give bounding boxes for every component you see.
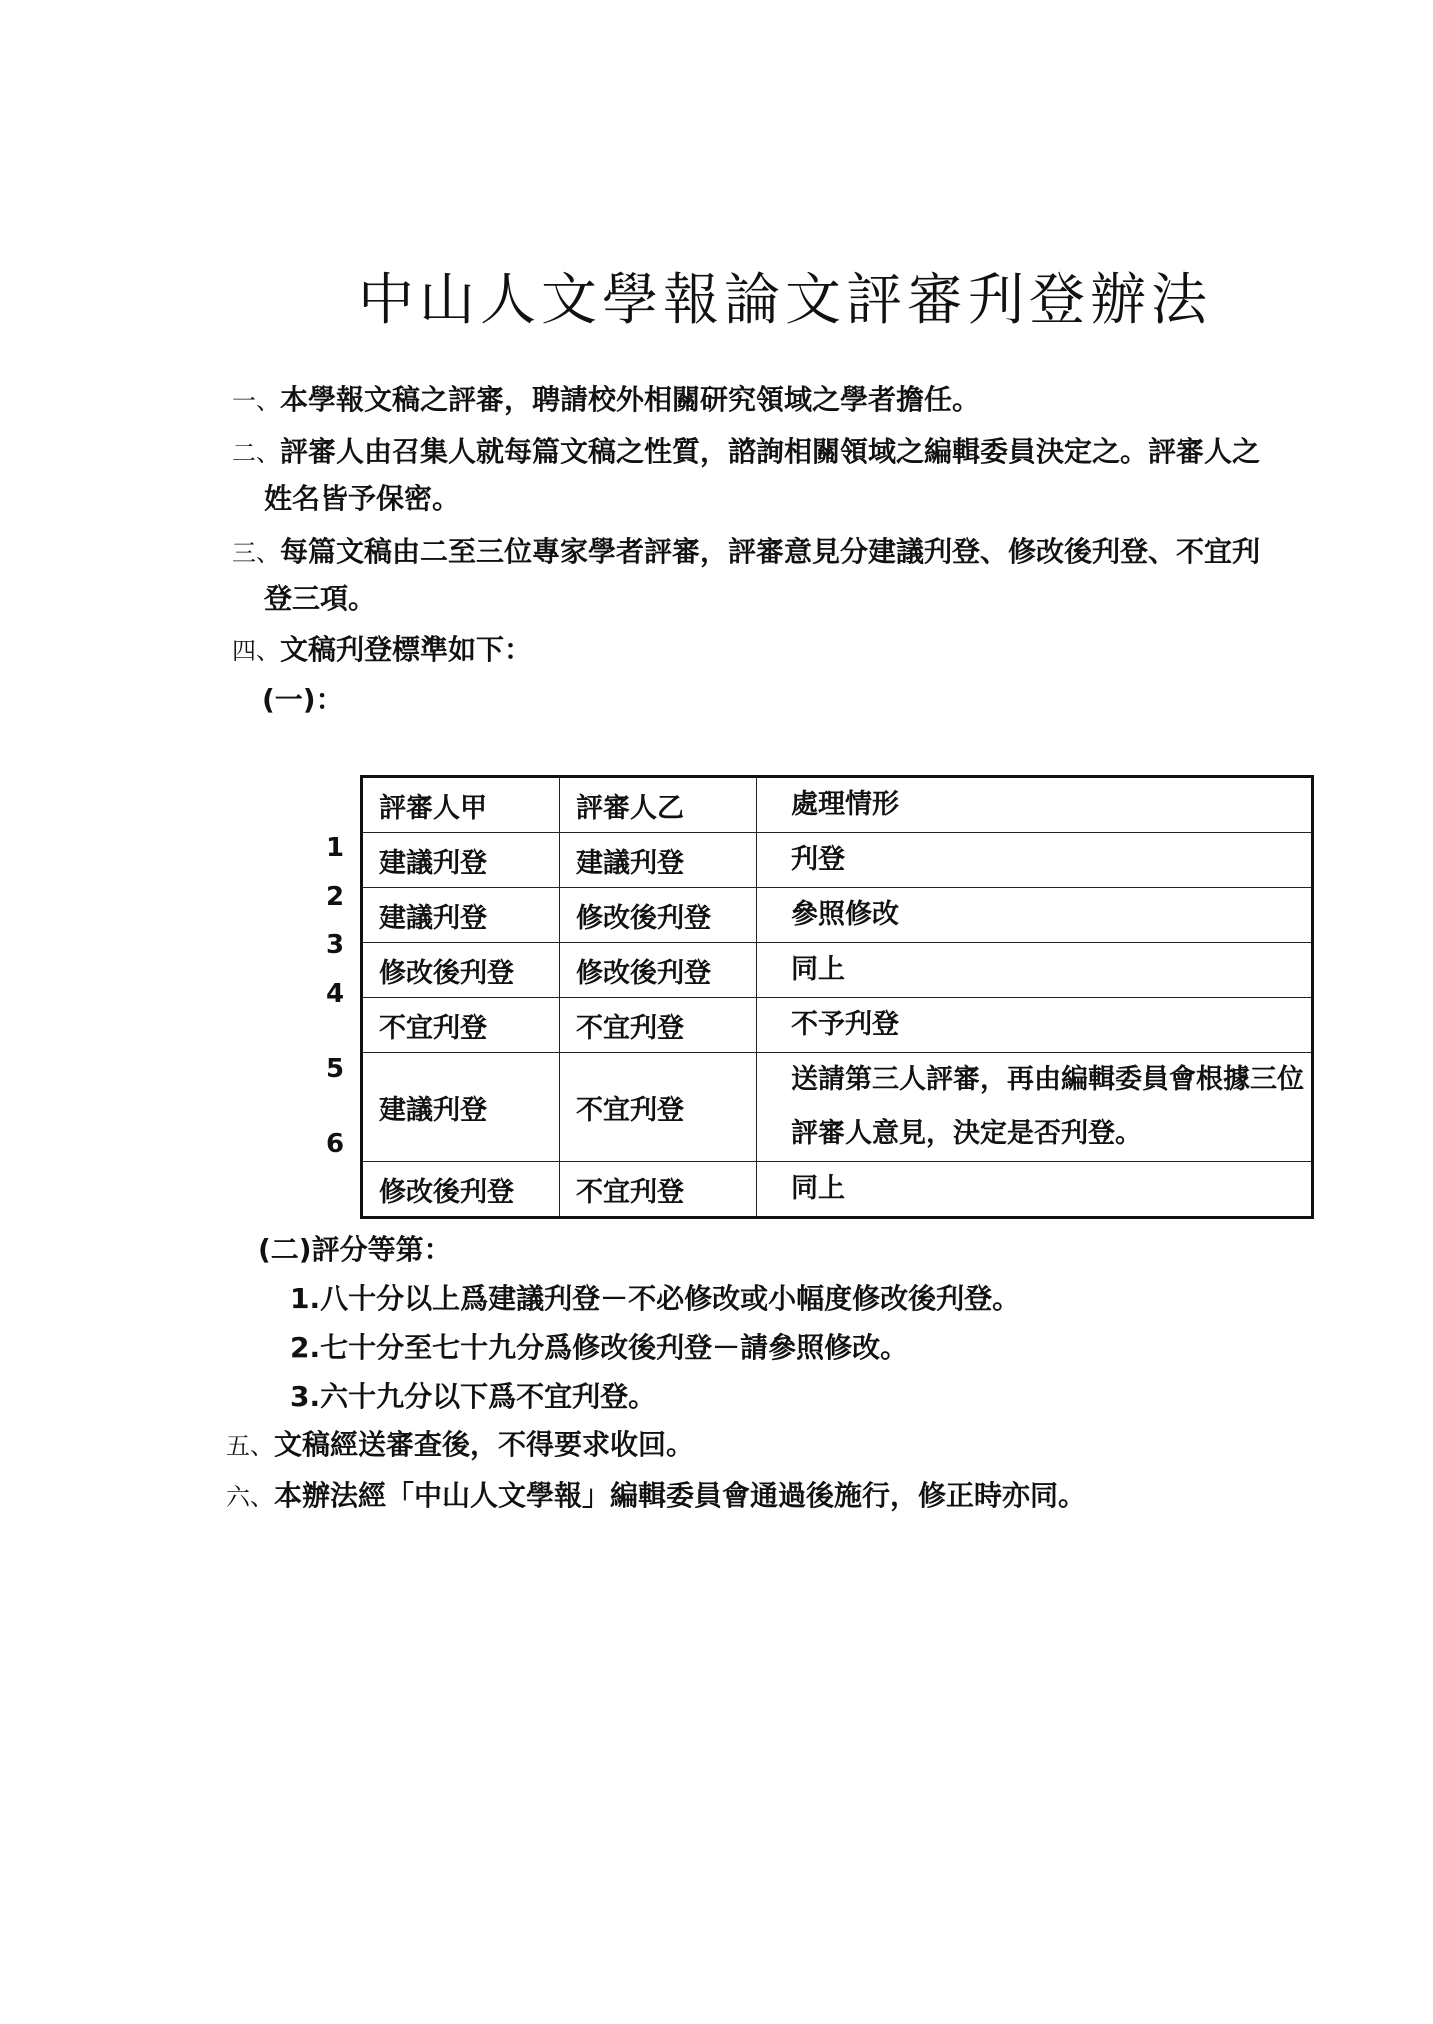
- row-number: 6: [325, 1129, 345, 1159]
- row-number: 1: [325, 833, 345, 863]
- cell-reviewer-a: 修改後刋登: [362, 943, 560, 998]
- article-text: 本辦法經「中山人文學報」編輯委員會通過後施行，修正時亦同。: [274, 1479, 1087, 1512]
- table-row: [362, 943, 1313, 998]
- article-4: [232, 630, 532, 670]
- row-number: 3: [325, 930, 345, 960]
- article-marker: 六、: [226, 1483, 274, 1511]
- cell-reviewer-b: 不宜刋登: [560, 1162, 757, 1218]
- article-text: 本學報文稿之評審，聘請校外相關研究領域之學者擔任。: [280, 383, 981, 416]
- table-row: [362, 1053, 1313, 1162]
- document-title: 中山人文學報論文評審刋登辦法: [358, 268, 1212, 333]
- header-reviewer-a: 評審人甲: [362, 777, 560, 833]
- header-handling: 處理情形: [757, 777, 1313, 833]
- article-text: 每篇文稿由二至三位專家學者評審，評審意見分建議刋登、修改後刋登、不宜刋: [280, 535, 1261, 568]
- row-number: 2: [325, 882, 345, 912]
- cell-handling: [757, 1053, 1313, 1162]
- article-2: [232, 432, 1260, 472]
- article-text: 文稿刋登標準如下：: [280, 633, 533, 666]
- cell-reviewer-a: 建議刋登: [362, 1053, 560, 1162]
- subsection-2-label: (二)評分等第：: [258, 1233, 452, 1266]
- article-text: 評審人由召集人就每篇文稿之性質，諮詢相關領域之編輯委員決定之。評審人之: [280, 435, 1261, 468]
- grade-item: 1.八十分以上爲建議刋登－不必修改或小幅度修改後刋登。: [290, 1282, 1021, 1315]
- cell-handling: 刋登: [757, 833, 1313, 888]
- cell-reviewer-a: 修改後刋登: [362, 1162, 560, 1218]
- table-row: [362, 998, 1313, 1053]
- article-marker: 二、: [232, 439, 280, 467]
- article-marker: 三、: [232, 539, 280, 567]
- cell-handling: 不予刋登: [757, 998, 1313, 1053]
- cell-handling: 同上: [757, 1162, 1313, 1218]
- cell-reviewer-b: 修改後刋登: [560, 943, 757, 998]
- cell-reviewer-b: 修改後刋登: [560, 888, 757, 943]
- cell-handling-text: 送請第三人評審，再由編輯委員會根據三位評審人意見，決定是否刋登。: [791, 1064, 1304, 1149]
- row-number: 4: [325, 979, 345, 1009]
- cell-reviewer-b: 不宜刋登: [560, 998, 757, 1053]
- article-text: 文稿經送審查後，不得要求收回。: [274, 1428, 695, 1461]
- article-3-continued: 登三項。: [264, 582, 377, 615]
- article-marker: 五、: [226, 1432, 274, 1460]
- cell-reviewer-a: 建議刋登: [362, 888, 560, 943]
- article-marker: 一、: [232, 387, 280, 415]
- cell-reviewer-a: 建議刋登: [362, 833, 560, 888]
- grade-item: 3.六十九分以下爲不宜刋登。: [290, 1380, 657, 1413]
- row-number: 5: [325, 1054, 345, 1084]
- table-row: [362, 1162, 1313, 1218]
- table-header-row: [362, 777, 1313, 833]
- article-5: [226, 1425, 694, 1465]
- header-reviewer-b: 評審人乙: [560, 777, 757, 833]
- article-3: [232, 532, 1260, 572]
- article-1: [232, 380, 980, 420]
- subsection-1-label: (一)：: [262, 683, 344, 716]
- cell-reviewer-b: 建議刋登: [560, 833, 757, 888]
- cell-reviewer-b: 不宜刋登: [560, 1053, 757, 1162]
- cell-handling: 同上: [757, 943, 1313, 998]
- review-criteria-table: [360, 775, 1314, 1219]
- article-6: [226, 1476, 1086, 1516]
- cell-reviewer-a: 不宜刋登: [362, 998, 560, 1053]
- cell-handling: 參照修改: [757, 888, 1313, 943]
- table-row: [362, 888, 1313, 943]
- grade-item: 2.七十分至七十九分爲修改後刋登－請參照修改。: [290, 1331, 909, 1364]
- table-row: [362, 833, 1313, 888]
- article-marker: 四、: [232, 637, 280, 665]
- article-2-continued: 姓名皆予保密。: [264, 482, 461, 515]
